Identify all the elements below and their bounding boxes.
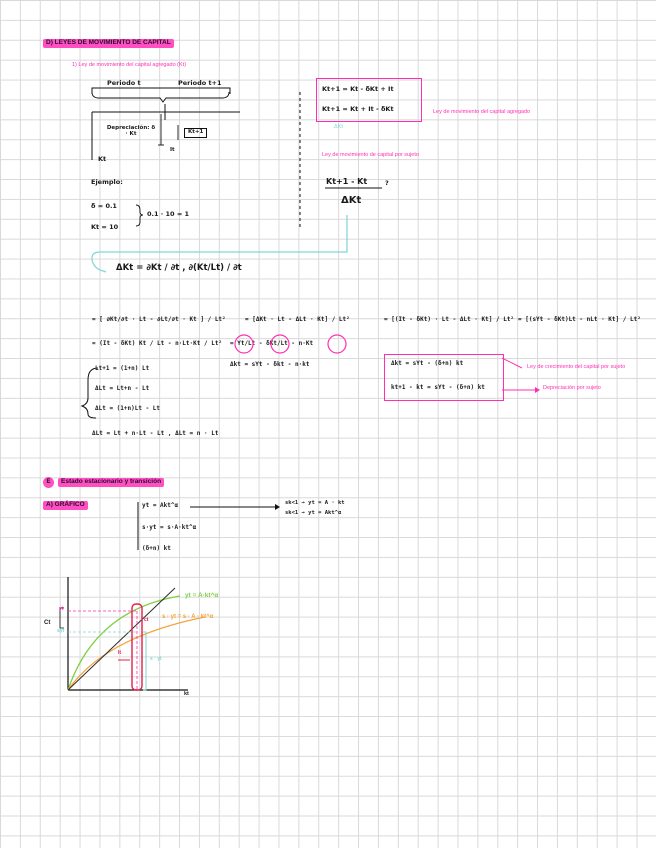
model-eq-3: (δ+n) kt: [142, 545, 171, 552]
label-ct-mark: ct: [144, 617, 149, 623]
model-arrow-1: sk<1 → yt = A · kt: [285, 500, 345, 506]
series-savings-curve: [68, 617, 205, 690]
grafico-label: A) GRÁFICO: [43, 501, 88, 510]
aggregate-law-2: Kt+1 = Kt + It - δKt: [322, 105, 394, 113]
series-depreciation-line: [68, 588, 175, 690]
per-capita-question: ?: [385, 179, 389, 187]
example-label: Ejemplo:: [91, 178, 123, 186]
per-capita-title: Ley de movimiento de capital por sujeto: [322, 152, 419, 158]
example-result: 0.1 · 10 = 1: [147, 210, 190, 218]
per-capita-law-1: Δkt = sYt - (δ+n) kt: [391, 360, 464, 367]
aggregate-law-note: Ley de movimiento del capital agregado: [433, 109, 531, 115]
derivation-1a: = [ ∂Kt/∂t · Lt - ∂Lt/∂t · Kt ] / Lt²: [92, 316, 226, 323]
per-capita-law-note: Ley de crecimiento del capital por sujeto: [527, 364, 626, 370]
label-y-mark: yt: [59, 606, 64, 612]
section-d-subtitle: 1) Ley de movimiento del capital agregado (Kt): [72, 62, 187, 68]
investment-label: It: [170, 147, 175, 153]
x-axis-label: kt: [184, 691, 189, 697]
derivation-1b: = [ΔKt · Lt - ΔLt · Kt] / Lt²: [245, 316, 350, 323]
per-capita-frac: Kt+1 - Kt: [326, 177, 368, 186]
derivation-2a: = (It - δKt) Kt / Lt - n·Lt·Kt / Lt²: [92, 340, 223, 347]
model-eq-2: s·yt = s·A·kt^α: [142, 524, 197, 531]
derivation-2b: = Yt/Lt - δKt/Lt - n·Kt: [230, 340, 314, 347]
kt-example: Kt = 10: [91, 223, 119, 231]
section-e-number: E: [43, 477, 54, 488]
legend-output: yt = A·kt^α: [185, 592, 219, 599]
label-it-mark: It: [118, 650, 122, 656]
section-d-title: D) LEYES DE MOVIMIENTO DE CAPITAL: [43, 39, 174, 48]
label-sy-mark: syt: [57, 628, 65, 634]
period-t-label: Periodo t: [107, 79, 141, 87]
derivation-2c: Δkt = sYt - δkt - n·kt: [230, 361, 310, 368]
teal-bracket: [143, 632, 146, 690]
final-line: ΔLt = Lt + n·Lt - Lt , ΔLt = n · Lt: [92, 430, 219, 437]
section-e-title: Estado estacionario y transición: [58, 478, 164, 487]
label-ct-axis: Ct: [44, 620, 51, 626]
k-next-box: Kt+1: [184, 128, 207, 138]
legend-savings: s · yt = s · A · kt^α: [162, 614, 214, 620]
delta-example: δ = 0.1: [91, 202, 117, 210]
kt-label: Kt: [98, 155, 107, 163]
derivation-1d: = [(sYt - δKt)Lt - nLt · Kt] / Lt²: [518, 316, 641, 323]
per-capita-law-2: kt+1 - kt = sYt - (δ+n) kt: [391, 384, 485, 391]
brace-eq-2: ΔLt = Lt+n - Lt: [95, 385, 150, 392]
derivative-equation: ΔKt = ∂Kt / ∂t , ∂(Kt/Lt) / ∂t: [116, 263, 242, 273]
aggregate-law-1: Kt+1 = Kt - δKt + It: [322, 85, 394, 93]
brace-eq-1: Lt+1 = (1+n) Lt: [95, 365, 150, 372]
model-eq-1: yt = Akt^α: [142, 502, 179, 509]
delta-kt-label: ΔKt: [341, 195, 362, 206]
depreciation-label: Depreciación: δ · Kt: [106, 125, 156, 137]
period-t1-label: Periodo t+1: [178, 79, 222, 87]
depreciation-pc-note: Depreciación por sujeto: [543, 385, 601, 391]
derivation-1c: = [(It - δKt) · Lt - ΔLt · Kt] / Lt²: [384, 316, 515, 323]
delta-kt-small: ΔKt: [334, 124, 343, 130]
brace-eq-3: ΔLt = (1+n)Lt - Lt: [95, 405, 161, 412]
label-s-yt: s · yt: [150, 656, 162, 662]
model-arrow-2: sk<1 → yt = Akt^α: [285, 510, 342, 516]
